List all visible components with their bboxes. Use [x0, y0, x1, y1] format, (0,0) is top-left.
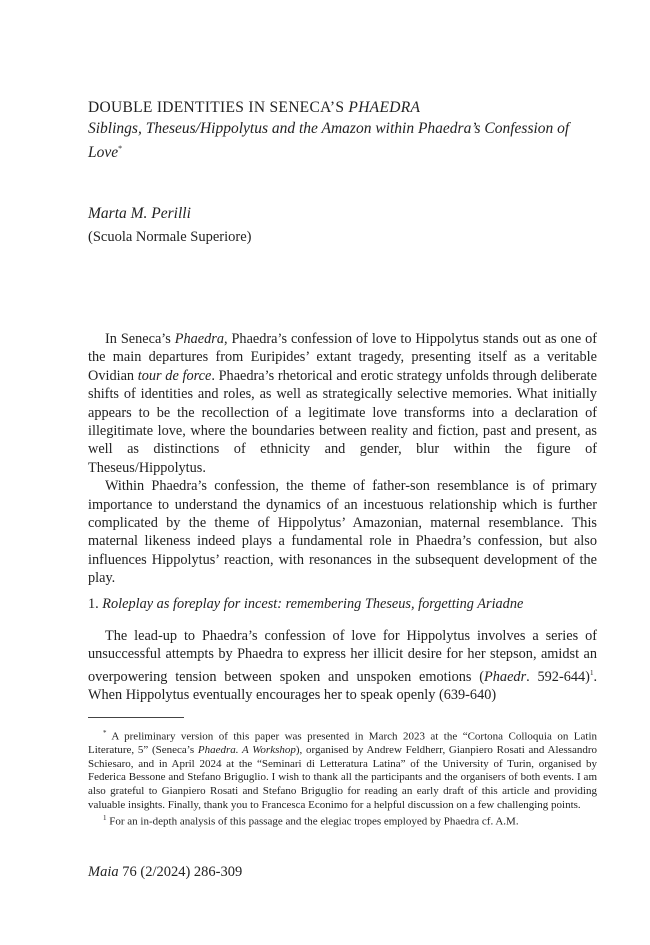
section-1-body	[88, 627, 597, 704]
article-subtitle: Siblings, Theseus/Hippolytus and the Amazon within Phaedra’s Confession of Love*	[88, 120, 570, 162]
text-run: For an in-depth analysis of this passage and the elegiac tropes employed by Phaedra cf. A.M.	[106, 815, 519, 828]
section-number: 1.	[88, 596, 103, 612]
journal-citation: 76 (2/2024) 286-309	[118, 864, 243, 880]
text-run: . Phaedra’s rhetorical and erotic strategy unfolds through deliberate shifts of identities and roles, as well as strategically selective memories. What initially appears to be the recollection of a legitimate love transforms into a declaration of illegitimate love, where the boundaries between reality and fiction, past and present, as well as distinctions of ethnicity and gender, blur within the figure of Theseus/Hippolytus.	[88, 367, 597, 476]
text-run: ), organised by Andrew Feldherr, Gianpiero Rosati and Alessandro Schiesaro, and in April 2024 at the “Seminari di Letteratura Latina” of the University of Turin, organised by Federica Bessone and Stefano Briguglio. I wish to thank all the participants and the organisers of both events. I am also grateful to Gianpiero Rosati and Stefano Briguglio for reading an early draft of this article and providing valuable insights. Finally, thank you to Francesca Econimo for a helpful discussion on a few challenging points.	[88, 744, 597, 811]
abstract-paragraph-2: Within Phaedra’s confession, the theme of father-son resemblance is of primary importance to understand the dynamics of an incestuous relationship which is further complicated by the theme of Hippolytus’ Amazonian, maternal resemblance. This maternal likeness indeed plays a fundamental role in Phaedra’s confession, but also influences Hippolytus’ reaction, with resonances in the subsequent development of the play.	[88, 478, 597, 587]
text-run: The lead-up to Phaedra’s confession of love for Hippolytus involves a series of unsuccessful attempts by Phaedra to express her illicit desire for her stepson, amidst an overpowering tension between spoken and unspoken emotions (	[88, 628, 597, 685]
text-run: . 592-644)	[526, 668, 590, 685]
page-footer-citation	[88, 862, 242, 882]
subtitle-footnote-mark[interactable]: *	[118, 144, 123, 153]
italic-text: tour de force	[137, 367, 212, 384]
footnote-ref[interactable]: 1	[103, 814, 107, 823]
section-title: Roleplay as foreplay for incest: remembering Theseus, forgetting Ariadne	[102, 596, 524, 612]
author-affiliation: (Scuola Normale Superiore)	[88, 229, 252, 245]
section-1-heading	[88, 594, 598, 614]
footnote-ref[interactable]: 1	[589, 668, 594, 677]
text-run: . When Hippolytus eventually encourages her to speak openly (639-640)	[88, 668, 598, 703]
section-1-paragraph-1	[88, 627, 597, 704]
footnote-1	[88, 812, 597, 829]
italic-text: Phaedra. A Workshop	[197, 744, 296, 757]
text-run: In Seneca’s	[105, 331, 175, 347]
abstract	[88, 330, 597, 588]
article-title: DOUBLE IDENTITIES IN SENECA’S PHAEDRA	[88, 99, 421, 116]
text-run: A preliminary version of this paper was presented in March 2023 at the “Cortona Colloquia on Latin Literature, 5” (Seneca’s	[88, 730, 597, 757]
italic-text: Phaedr	[484, 668, 527, 685]
footnote-ref[interactable]: *	[103, 729, 107, 737]
abstract-paragraph-1	[88, 330, 597, 477]
footnote-star	[88, 727, 597, 812]
title-italic: PHAEDRA	[348, 99, 421, 116]
footnote-rule	[88, 717, 184, 718]
journal-name: Maia	[88, 864, 119, 880]
italic-text: Phaedra	[174, 331, 224, 347]
author-name: Marta M. Perilli	[88, 205, 191, 222]
text-run: , Phaedra’s confession of love to Hippolytus stands out as one of the main departures from Euripides’ extant tragedy, presenting itself as a veritable Ovidian	[88, 331, 597, 384]
footnotes	[88, 727, 597, 829]
